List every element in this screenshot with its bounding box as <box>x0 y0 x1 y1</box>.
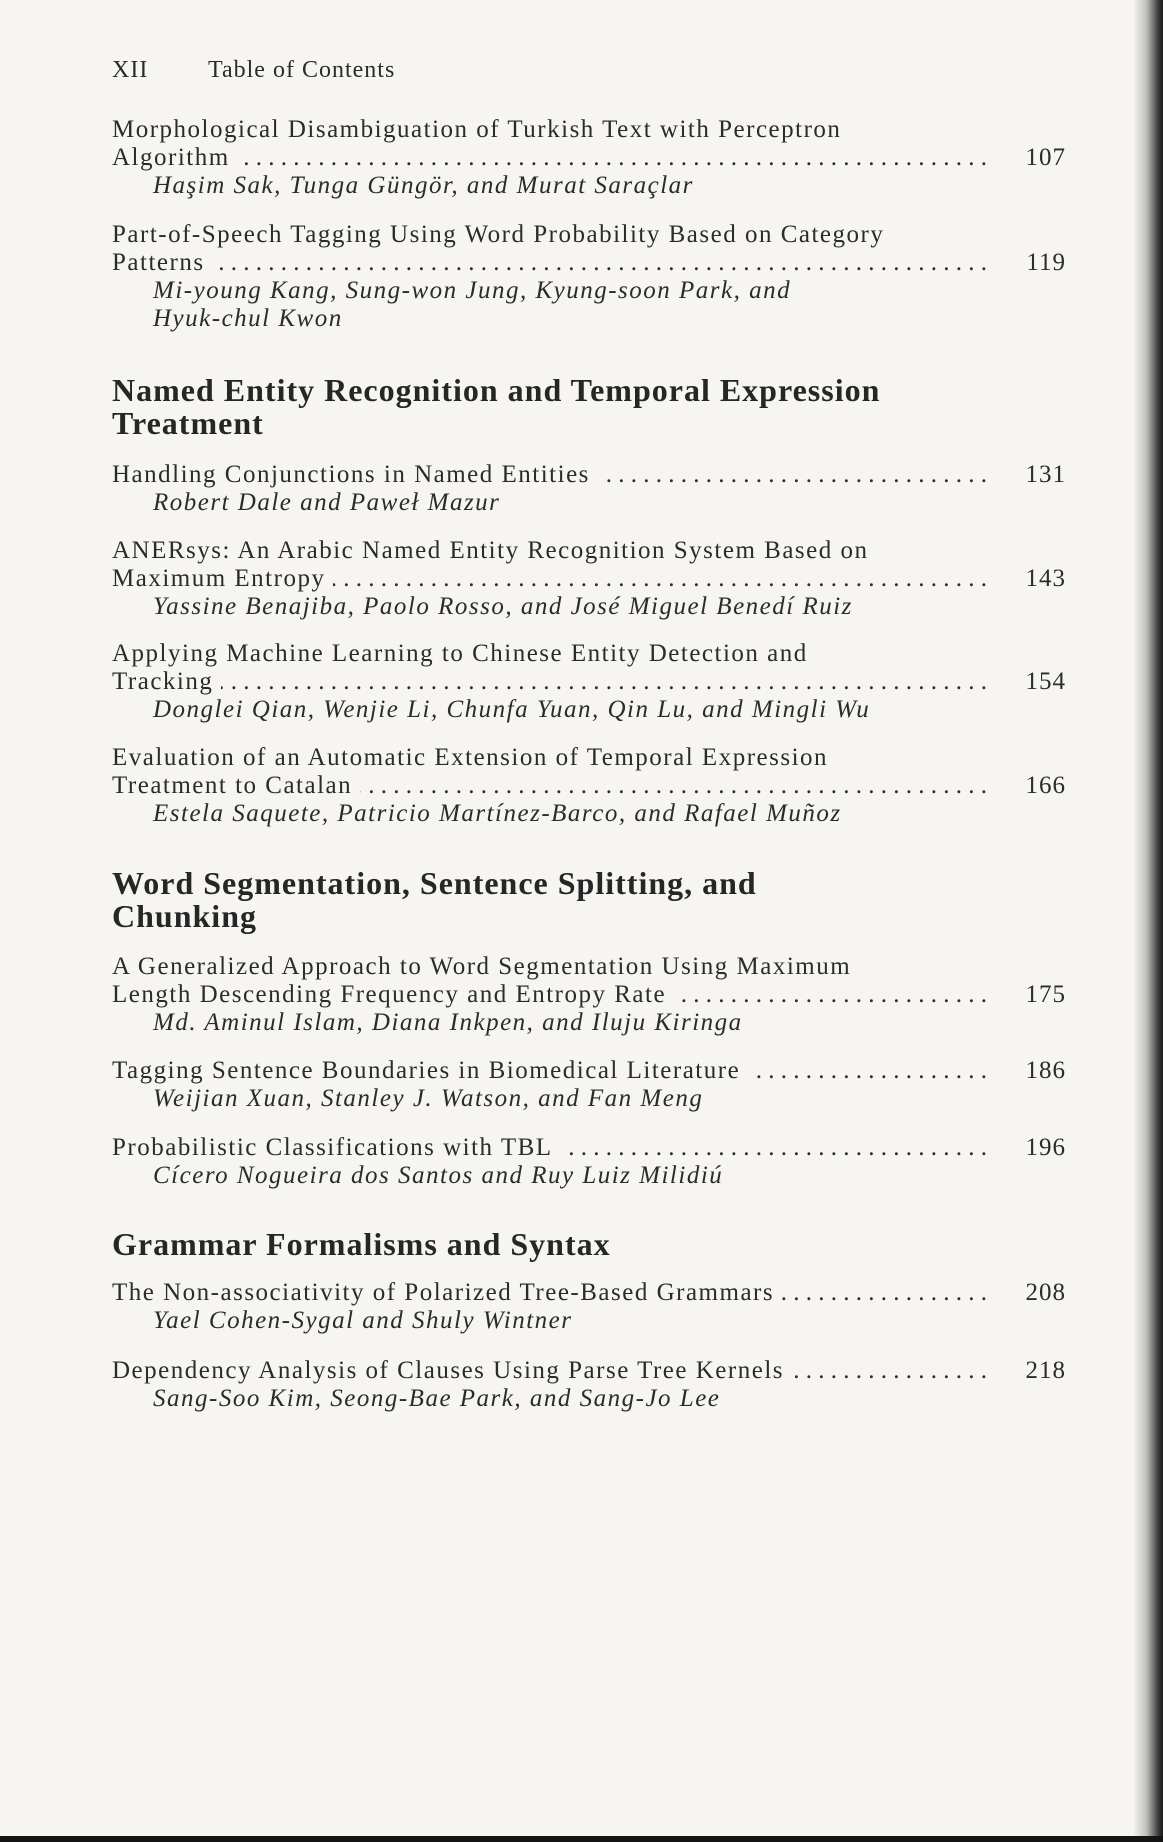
entry-title-leader-line <box>112 565 1066 593</box>
entry-title-line: Treatment to Catalan <box>112 772 353 799</box>
entry-title-line: Part-of-Speech Tagging Using Word Probability Based on Category <box>112 221 885 248</box>
section-heading-line: Chunking <box>112 898 257 934</box>
entry-title-line: Patterns <box>112 249 205 276</box>
entry-title-leader-line <box>112 1279 1066 1307</box>
section-heading <box>112 1228 1066 1261</box>
entry-title-line: Algorithm <box>112 144 230 171</box>
page-number: XII <box>112 57 149 83</box>
entry-page-number: 119 <box>1026 249 1066 276</box>
entry-title-leader-line <box>112 1357 1066 1385</box>
dot-leader <box>674 981 987 1009</box>
entry-title-line: The Non-associativity of Polarized Tree-Based Grammars <box>112 1279 775 1306</box>
entry-authors: Mi-young Kang, Sung-won Jung, Kyung-soon Park, and <box>153 277 792 304</box>
toc-entry <box>112 1357 1066 1413</box>
dot-leader <box>598 461 987 489</box>
dot-leader <box>561 1134 987 1162</box>
dot-leader <box>213 249 987 277</box>
toc-entry <box>112 1134 1066 1190</box>
entry-title-line: Maximum Entropy <box>112 565 326 592</box>
entry-title-leader-line <box>112 249 1066 277</box>
entry-title-leader-line <box>112 668 1066 696</box>
toc-entry <box>112 953 1066 1037</box>
dot-leader <box>782 1279 987 1307</box>
entry-title-line: Tagging Sentence Boundaries in Biomedical Literature <box>112 1057 741 1084</box>
dot-leader <box>748 1057 987 1085</box>
section-heading <box>112 867 1066 933</box>
entry-title-line: Probabilistic Classifications with TBL <box>112 1134 553 1161</box>
entry-authors: Hyuk-chul Kwon <box>153 305 343 332</box>
entry-authors: Weijian Xuan, Stanley J. Watson, and Fan Meng <box>153 1085 704 1112</box>
entry-title-leader-line <box>112 772 1066 800</box>
section-heading-line: Named Entity Recognition and Temporal Expression <box>112 372 881 408</box>
dot-leader <box>238 144 987 172</box>
dot-leader <box>333 565 987 593</box>
entry-title-line: Applying Machine Learning to Chinese Entity Detection and <box>112 640 808 667</box>
toc-entry <box>112 116 1066 200</box>
entry-page-number: 107 <box>1025 144 1066 171</box>
entry-authors: Md. Aminul Islam, Diana Inkpen, and Iluju Kiringa <box>153 1009 743 1036</box>
toc-entry <box>112 1279 1066 1335</box>
entry-authors: Yassine Benajiba, Paolo Rosso, and José Miguel Benedí Ruiz <box>153 593 853 620</box>
entry-title-leader-line <box>112 1134 1066 1162</box>
entry-title-line: Evaluation of an Automatic Extension of Temporal Expression <box>112 744 829 771</box>
entry-authors: Yael Cohen-Sygal and Shuly Wintner <box>153 1307 573 1334</box>
entry-page-number: 175 <box>1025 981 1066 1008</box>
entry-authors: Estela Saquete, Patricio Martínez-Barco, and Rafael Muñoz <box>153 800 842 827</box>
entry-authors: Donglei Qian, Wenjie Li, Chunfa Yuan, Qin Lu, and Mingli Wu <box>153 696 871 723</box>
toc-entry <box>112 640 1066 724</box>
entry-title-line: Tracking <box>112 668 214 695</box>
entry-title-line: ANERsys: An Arabic Named Entity Recognition System Based on <box>112 537 869 564</box>
entry-authors: Sang-Soo Kim, Seong-Bae Park, and Sang-Jo Lee <box>153 1385 721 1412</box>
entry-title-leader-line <box>112 461 1066 489</box>
entry-title-line: Handling Conjunctions in Named Entities <box>112 461 590 488</box>
entry-page-number: 218 <box>1025 1357 1066 1384</box>
section-heading-line: Treatment <box>112 405 264 441</box>
toc-entry <box>112 1057 1066 1113</box>
entry-page-number: 131 <box>1025 461 1066 488</box>
dot-leader <box>360 772 987 800</box>
scan-bottom-edge <box>0 1836 1163 1842</box>
entry-authors: Robert Dale and Paweł Mazur <box>153 489 501 516</box>
entry-authors: Haşim Sak, Tunga Güngör, and Murat Saraçlar <box>153 172 694 199</box>
entry-title-line: A Generalized Approach to Word Segmentation Using Maximum <box>112 953 852 980</box>
entry-title-leader-line <box>112 981 1066 1009</box>
toc-entry <box>112 221 1066 333</box>
entry-title-line: Dependency Analysis of Clauses Using Parse Tree Kernels <box>112 1357 784 1384</box>
page-edge-shadow <box>1133 0 1163 1842</box>
section-heading-line: Grammar Formalisms and Syntax <box>112 1226 611 1262</box>
entry-page-number: 196 <box>1025 1134 1066 1161</box>
section-heading-line: Word Segmentation, Sentence Splitting, and <box>112 865 757 901</box>
toc-entry <box>112 744 1066 828</box>
entry-page-number: 186 <box>1025 1057 1066 1084</box>
entry-page-number: 166 <box>1025 772 1066 799</box>
entry-page-number: 143 <box>1025 565 1066 592</box>
section-heading <box>112 374 1066 440</box>
dot-leader <box>221 668 987 696</box>
entry-page-number: 154 <box>1025 668 1066 695</box>
dot-leader <box>792 1357 987 1385</box>
toc-entry <box>112 537 1066 621</box>
entry-title-line: Length Descending Frequency and Entropy Rate <box>112 981 667 1008</box>
entry-title-leader-line <box>112 1057 1066 1085</box>
entry-page-number: 208 <box>1025 1279 1066 1306</box>
running-title: Table of Contents <box>208 57 396 83</box>
entry-title-line: Morphological Disambiguation of Turkish Text with Perceptron <box>112 116 842 143</box>
entry-authors: Cícero Nogueira dos Santos and Ruy Luiz Milidiú <box>153 1162 724 1189</box>
entry-title-leader-line <box>112 144 1066 172</box>
toc-entry <box>112 461 1066 517</box>
